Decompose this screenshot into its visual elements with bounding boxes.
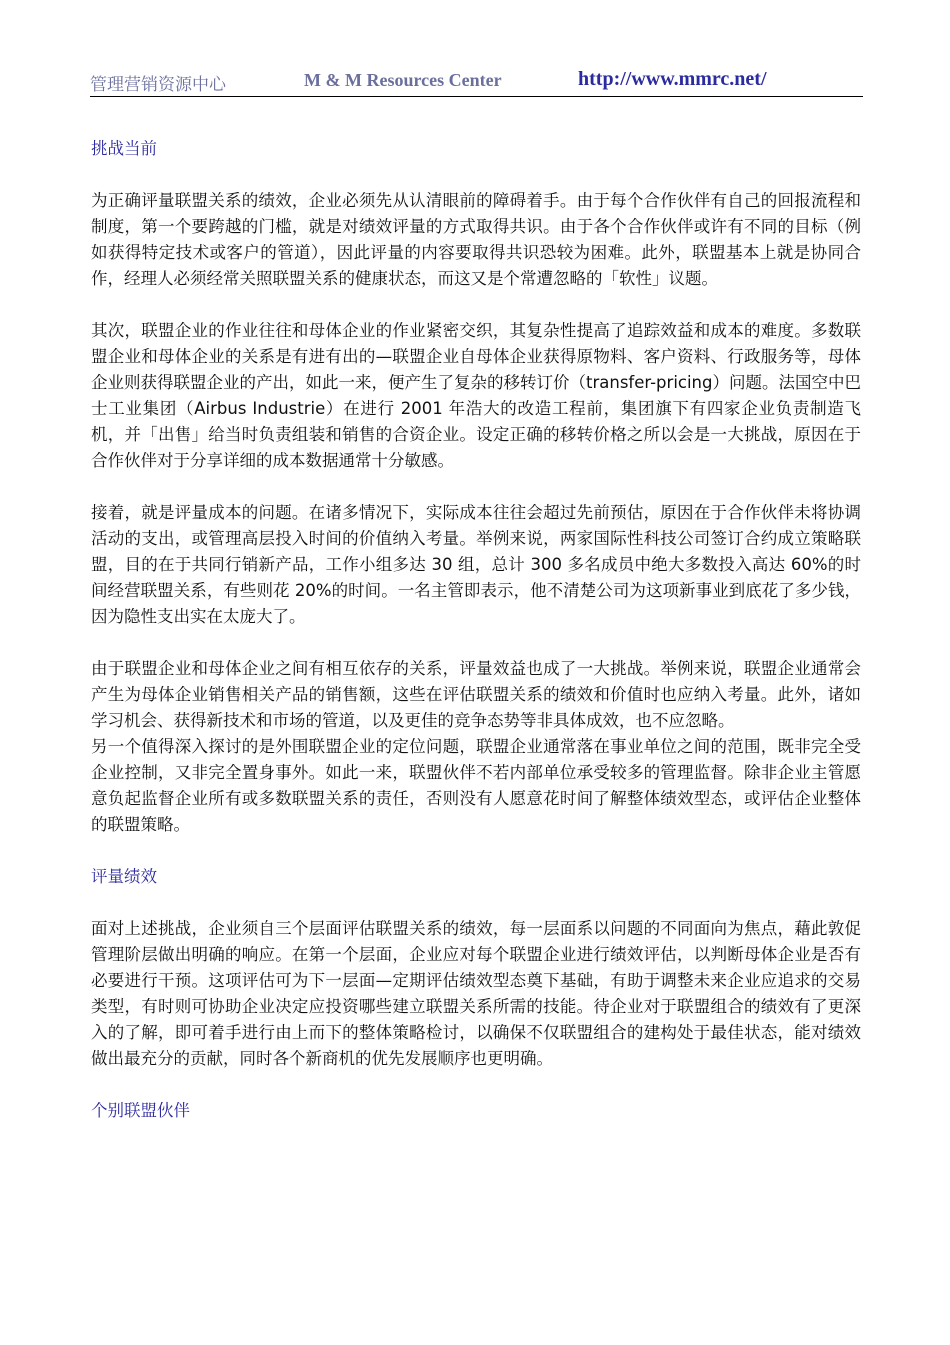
section-heading-challenges: 挑战当前 bbox=[91, 139, 157, 158]
paragraph: 为正确评量联盟关系的绩效，企业必须先从认清眼前的障碍着手。由于每个合作伙伴有自己的回报流程和制度，第一个要跨越的门槛，就是对绩效评量的方式取得共识。由于各个合作伙伴或许有不同的目标（例如获得特定技术或客户的管道），因此评量的内容要取得共识恐较为困难。此外，联盟基本上就是协同合作，经理人必须经常关照联盟关系的健康状态，而这又是个常遭忽略的「软性」议题。 bbox=[91, 191, 861, 288]
paragraph: 面对上述挑战，企业须自三个层面评估联盟关系的绩效，每一层面系以问题的不同面向为焦点，藉此敦促管理阶层做出明确的响应。在第一个层面，企业应对每个联盟企业进行绩效评估，以判断母体企业是否有必要进行干预。这项评估可为下一层面—定期评估绩效型态奠下基础，有助于调整未来企业应追求的交易类型，有时则可协助企业决定应投资哪些建立联盟关系所需的技能。待企业对于联盟组合的绩效有了更深入的了解，即可着手进行由上而下的整体策略检讨，以确保不仅联盟组合的建构处于最佳状态，能对绩效做出最充分的贡献，同时各个新商机的优先发展顺序也更明确。 bbox=[91, 919, 861, 1068]
document-body bbox=[91, 136, 861, 1124]
paragraph: 其次，联盟企业的作业往往和母体企业的作业紧密交织，其复杂性提高了追踪效益和成本的难度。多数联盟企业和母体企业的关系是有进有出的—联盟企业自母体企业获得原物料、客户资料、行政服务等，母体企业则获得联盟企业的产出，如此一来，便产生了复杂的移转订价（transfer-pricing）问题。法国空中巴士工业集团（Airbus Industrie）在进行 2001 年浩大的改造工程前，集团旗下有四家企业负责制造飞机，并「出售」给当时负责组装和销售的合资企业。设定正确的移转价格之所以会是一大挑战，原因在于合作伙伴对于分享详细的成本数据通常十分敏感。 bbox=[91, 321, 861, 470]
header-url-link[interactable]: http://www.mmrc.net/ bbox=[578, 68, 767, 90]
page-header bbox=[90, 70, 863, 97]
header-org-cn: 管理营销资源中心 bbox=[90, 75, 226, 95]
header-org-en: M & M Resources Center bbox=[304, 70, 502, 90]
paragraph: 由于联盟企业和母体企业之间有相互依存的关系，评量效益也成了一大挑战。举例来说，联盟企业通常会产生为母体企业销售相关产品的销售额，这些在评估联盟关系的绩效和价值时也应纳入考量。此外，诸如学习机会、获得新技术和市场的管道，以及更佳的竞争态势等非具体成效，也不应忽略。 bbox=[91, 659, 861, 730]
paragraph: 接着，就是评量成本的问题。在诸多情况下，实际成本往往会超过先前预估，原因在于合作伙伴未将协调活动的支出，或管理高层投入时间的价值纳入考量。举例来说，两家国际性科技公司签订合约成立策略联盟，目的在于共同行销新产品，工作小组多达 30 组，总计 300 多名成员中绝大多数投入高达 60%的时间经营联盟关系，有些则花 20%的时间。一名主管即表示，他不清楚公司为这项新事业到底花了多少钱，因为隐性支出实在太庞大了。 bbox=[91, 503, 861, 626]
paragraph: 另一个值得深入探讨的是外围联盟企业的定位问题，联盟企业通常落在事业单位之间的范围，既非完全受企业控制，又非完全置身事外。如此一来，联盟伙伴不若内部单位承受较多的管理监督。除非企业主管愿意负起监督企业所有或多数联盟关系的责任，否则没有人愿意花时间了解整体绩效型态，或评估企业整体的联盟策略。 bbox=[91, 737, 861, 834]
section-heading-individual-partners: 个别联盟伙伴 bbox=[91, 1101, 190, 1120]
section-heading-measuring: 评量绩效 bbox=[91, 867, 157, 886]
